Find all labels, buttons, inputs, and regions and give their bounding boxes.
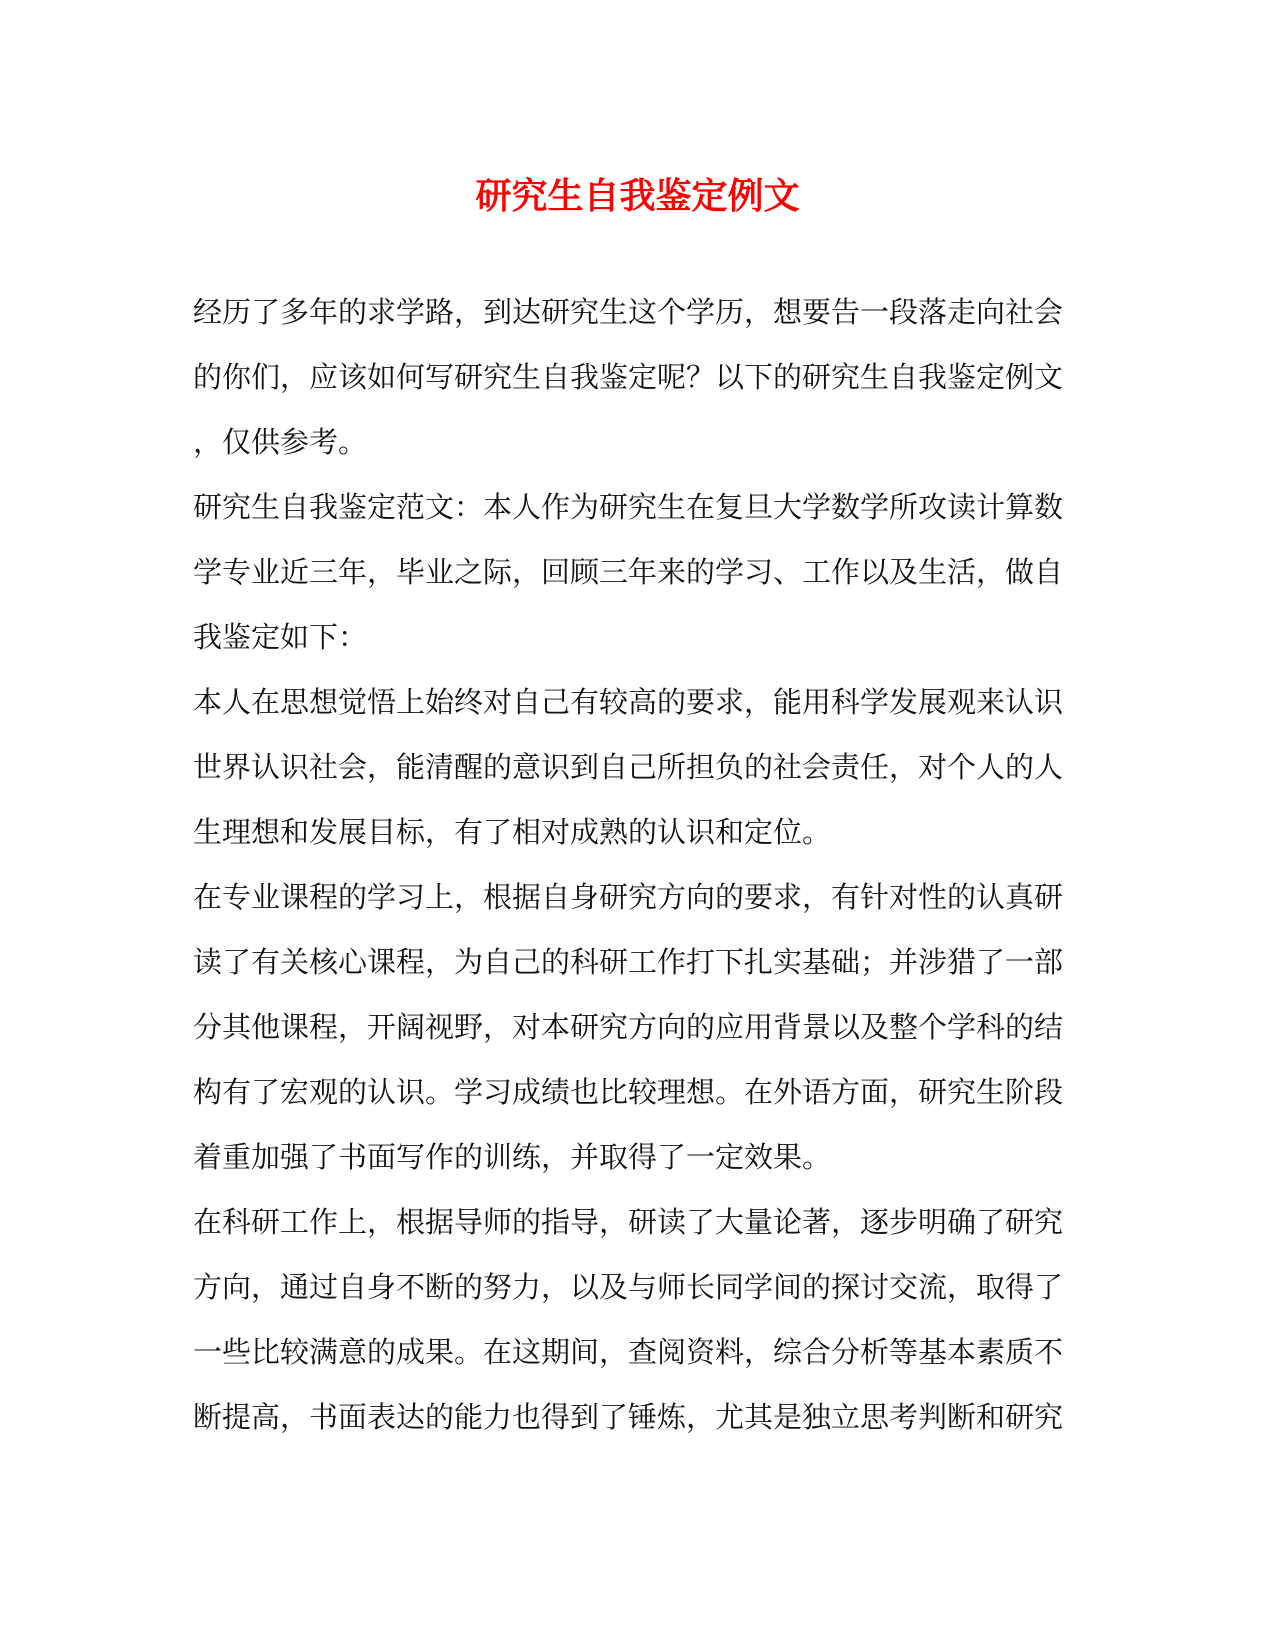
text-line: 构有了宏观的认识。学习成绩也比较理想。在外语方面，研究生阶段 [193,1075,1064,1109]
text-line: ，仅供参考。 [193,425,368,459]
text-line: 研究生自我鉴定范文：本人作为研究生在复旦大学数学所攻读计算数 [193,490,1064,524]
text-line: 在科研工作上，根据导师的指导，研读了大量论著，逐步明确了研究 [193,1205,1064,1239]
text-line: 世界认识社会，能清醒的意识到自己所担负的社会责任，对个人的人 [193,750,1064,784]
document-title: 研究生自我鉴定例文 [475,175,800,217]
text-line: 读了有关核心课程，为自己的科研工作打下扎实基础；并涉猎了一部 [193,945,1064,979]
text-line: 经历了多年的求学路，到达研究生这个学历，想要告一段落走向社会 [193,295,1064,329]
document-body [193,280,1071,1450]
text-line: 我鉴定如下： [193,620,368,654]
text-line: 一些比较满意的成果。在这期间，查阅资料，综合分析等基本素质不 [193,1335,1064,1369]
text-line: 分其他课程，开阔视野，对本研究方向的应用背景以及整个学科的结 [193,1010,1064,1044]
text-line: 学专业近三年，毕业之际，回顾三年来的学习、工作以及生活，做自 [193,555,1064,589]
text-line: 的你们，应该如何写研究生自我鉴定呢？以下的研究生自我鉴定例文 [193,360,1064,394]
text-line: 在专业课程的学习上，根据自身研究方向的要求，有针对性的认真研 [193,880,1064,914]
text-line: 本人在思想觉悟上始终对自己有较高的要求，能用科学发展观来认识 [193,685,1064,719]
text-line: 方向，通过自身不断的努力，以及与师长同学间的探讨交流，取得了 [193,1270,1064,1304]
text-line: 生理想和发展目标，有了相对成熟的认识和定位。 [193,815,832,849]
text-line: 断提高，书面表达的能力也得到了锤炼，尤其是独立思考判断和研究 [193,1400,1064,1434]
text-line: 着重加强了书面写作的训练，并取得了一定效果。 [193,1140,832,1174]
